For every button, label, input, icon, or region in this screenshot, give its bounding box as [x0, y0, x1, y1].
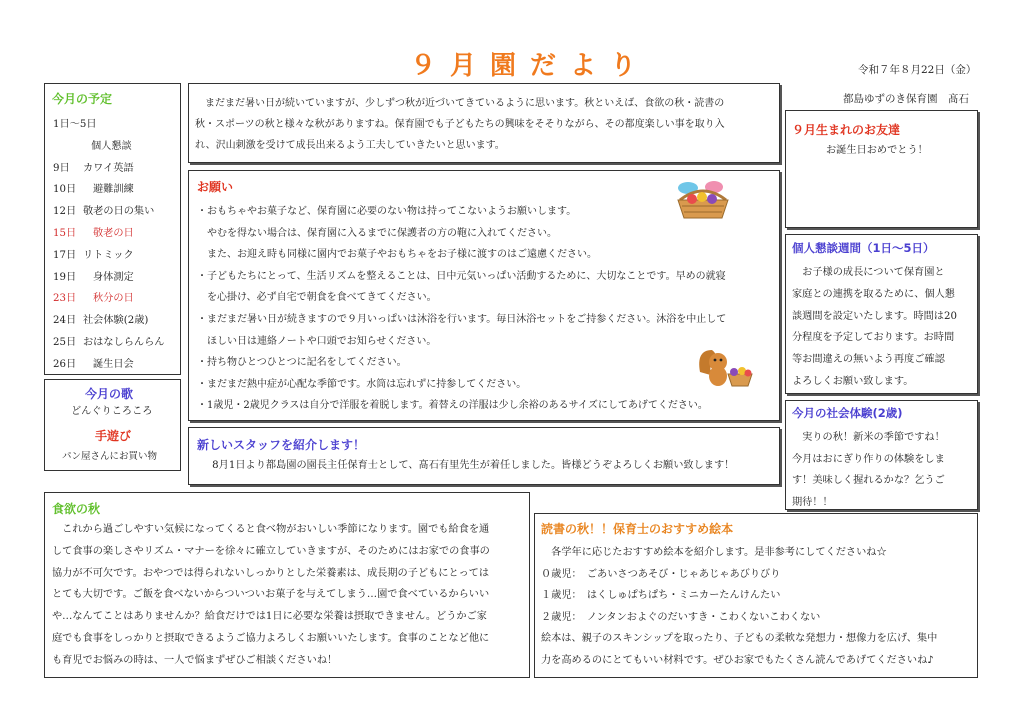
schedule-item	[53, 159, 134, 174]
request-line: ・1歳児・2歳児クラスは自分で洋服を着脱します。着替えの洋服は少し余裕のあるサイズにしてあげてください。	[197, 400, 708, 412]
birthday-text: お誕生日おめでとう！	[826, 145, 928, 156]
food-line: 庭でも食事をしっかりと摂取できるようご協力よろしくお願いいたします。食事のことなど他に	[52, 633, 490, 644]
meeting-line: 等お間違えの無いよう再度ご確認	[792, 354, 945, 366]
social-line: 期待！！	[792, 496, 833, 508]
meeting-line: 談週間を設定いたします。時間は20	[792, 310, 957, 322]
schedule-event: カワイ英語	[83, 162, 134, 174]
schedule-event: 社会体験(2歳)	[83, 315, 149, 327]
staff-text: 8月1日より都島園の園長主任保育士として、髙石有里先生が着任しました。皆様どうぞよろしくお願い致します！	[202, 460, 735, 471]
food-line: これから過ごしやすい気候になってくると食べ物がおいしい季節になります。園でも給食を通	[52, 524, 490, 535]
schedule-item	[53, 115, 105, 130]
play-title: パン屋さんにお買い物	[62, 451, 158, 462]
intro-line: れ、沢山刺激を受けて成長出来るよう工夫していきたいと思います。	[195, 140, 505, 151]
schedule-event: おはなしらんらん	[83, 337, 165, 348]
schedule-event: 避難訓練	[93, 184, 134, 196]
food-line: も育児でお悩みの時は、一人で悩まずぜひご相談くださいね！	[52, 654, 338, 666]
schedule-item	[53, 137, 132, 152]
squirrel-icon	[696, 342, 754, 388]
schedule-item	[53, 311, 148, 326]
schedule-item	[53, 268, 134, 283]
play-heading: 手遊び	[95, 429, 132, 443]
request-line: ほしい日は連絡ノートや口頭でお知らせください。	[197, 335, 437, 347]
schedule-event: 誕生日会	[93, 358, 134, 370]
birthday-heading: ９月生まれのお友達	[792, 123, 901, 137]
food-line: して食事の楽しさやリズム・マナーを徐々に確立していきますが、そのためにはお家での食事の	[52, 545, 490, 557]
food-heading: 食欲の秋	[52, 502, 101, 516]
staff-heading: 新しいスタッフを紹介します！	[197, 438, 366, 452]
intro-line: 秋・スポーツの秋と様々な秋がありますね。保育園でも子どもたちの興味をそそりながら、その都度楽しい事を取り入	[195, 119, 725, 130]
books-line: 各学年に応じたおすすめ絵本を紹介します。是非参考にしてくださいね☆	[541, 547, 887, 558]
request-heading: お願い	[197, 180, 234, 194]
intro-line: まだまだ暑い日が続いていますが、少しずつ秋が近づいてきているように思います。秋といえば、食欲の秋・読書の	[195, 98, 725, 109]
schedule-day: 26日	[53, 358, 77, 370]
schedule-item	[53, 246, 134, 261]
social-line: 今月はおにぎり作りの体験をしま	[792, 453, 945, 465]
request-line: を心掛け、必ず自宅で朝食を食べてきてください。	[197, 292, 437, 304]
books-heading: 読書の秋！！保育士のおすすめ絵本	[541, 522, 734, 536]
meeting-line: お子様の成長について保育園と	[792, 267, 945, 278]
schedule-day: 23日	[53, 293, 77, 305]
meeting-heading: 個人懇談週間（1日～5日）	[792, 241, 935, 255]
schedule-event: 秋分の日	[93, 293, 134, 305]
schedule-heading: 今月の予定	[52, 92, 113, 106]
page-title: ９月園だより	[410, 51, 651, 81]
social-line: す！美味しく握れるかな？乞うご	[792, 475, 945, 486]
schedule-item	[53, 180, 134, 195]
song-heading: 今月の歌	[85, 387, 134, 401]
school-name: 都島ゆずのき保育園 髙石	[843, 93, 969, 105]
schedule-item	[53, 224, 134, 239]
request-line: ・まだまだ熱中症が心配な季節です。水筒は忘れずに持参してください。	[197, 378, 527, 390]
schedule-day: 12日	[53, 206, 77, 218]
request-line: ・おもちゃやお菓子など、保育園に必要のない物は持ってこないようお願いします。	[197, 206, 577, 217]
books-line: 力を高めるのにとてもいい材料です。ぜひお家でもたくさん読んであげてくださいね♪	[541, 655, 934, 666]
schedule-day: 9日	[53, 162, 70, 174]
schedule-day: 1日～5日	[53, 119, 97, 130]
schedule-item	[53, 289, 134, 304]
schedule-item	[53, 202, 154, 217]
schedule-event: リトミック	[83, 249, 134, 261]
schedule-day: 25日	[53, 337, 77, 348]
date: 令和７年８月22日（金）	[858, 64, 977, 76]
schedule-event: 敬老の日の集い	[83, 206, 155, 218]
request-line: ・持ち物ひとつひとつに記名をしてください。	[197, 357, 407, 369]
schedule-day: 15日	[53, 228, 77, 239]
books-line: ２歳児： ノンタンおよぐのだいすき・こわくないこわくない	[541, 611, 821, 623]
social-heading: 今月の社会体験(2歳)	[792, 406, 903, 420]
books-line: １歳児： はくしゅぱちぱち・ミニカーたんけんたい	[541, 590, 781, 602]
meeting-line: よろしくお願い致します。	[792, 376, 914, 387]
request-line: ・まだまだ暑い日が続きますので９月いっぱいは沐浴を行います。毎日沐浴セットをご持参ください。沐浴を中止して	[197, 314, 727, 325]
request-line: ・子どもたちにとって、生活リズムを整えることは、日中元気いっぱい活動するために、大切なことです。早めの就寝	[197, 270, 726, 282]
food-line: 協力が不可欠です。おやつでは得られないしっかりとした栄養素は、成長期の子どもにとっては	[52, 567, 490, 579]
schedule-day: 19日	[53, 271, 77, 283]
schedule-event: 身体測定	[93, 271, 134, 283]
schedule-item	[53, 355, 134, 370]
food-line: とても大切です。ご飯を食べないからついついお菓子を与えてしまう…園で食べているからいい	[52, 589, 490, 601]
schedule-day: 17日	[53, 249, 77, 261]
schedule-event: 敬老の日	[93, 228, 134, 239]
schedule-day: 24日	[53, 315, 77, 327]
meeting-line: 家庭との連携を取るために、個人懇	[792, 288, 955, 300]
food-line: や…なんてことはありませんか？給食だけでは1日に必要な栄養は摂取できません。どうかご家	[52, 611, 487, 623]
books-line: 絵本は、親子のスキンシップを取ったり、子どもの柔軟な発想力・想像力を広げ、集中	[541, 633, 938, 645]
request-line: やむを得ない場合は、保育園に入るまでに保護者の方の鞄に入れてください。	[197, 227, 557, 239]
basket-icon	[672, 178, 734, 220]
meeting-line: 分程度を予定しております。お時間	[792, 332, 955, 344]
schedule-item	[53, 333, 165, 348]
books-line: ０歳児： ごあいさつあそび・じゃあじゃあびりびり	[541, 568, 781, 580]
schedule-event: 個人懇談	[91, 140, 132, 152]
request-line: また、お迎え時も同様に園内でお菓子やおもちゃをお子様に渡すのはご遠慮ください。	[197, 249, 597, 261]
schedule-day: 10日	[53, 184, 77, 196]
social-line: 実りの秋！新米の季節ですね！	[792, 432, 945, 443]
song-title: どんぐりころころ	[71, 406, 153, 417]
